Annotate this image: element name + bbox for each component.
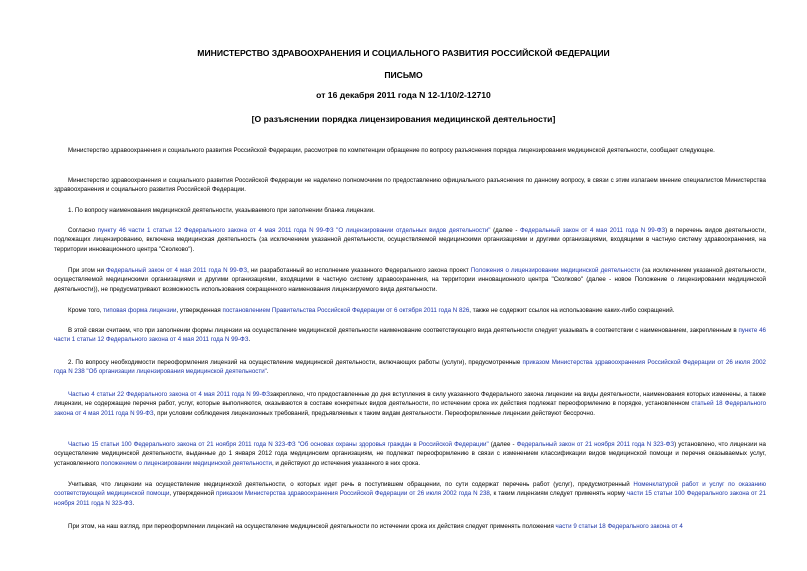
paragraph-8	[54, 358, 766, 377]
paragraph-text: При этом ни	[68, 267, 106, 274]
subject-heading: [О разъяснении порядка лицензирования медицинской деятельности]	[251, 114, 556, 124]
paragraph-2	[54, 176, 766, 195]
government-decree-link[interactable]: постановлением Правительства Российской Федерации от 6 октября 2011 года N 826	[222, 307, 470, 314]
paragraph-text: , и действуют до истечения указанного в них срока.	[271, 459, 421, 467]
paragraph-text: , ни разработанный во исполнение указанного Федерального закона проект	[247, 267, 471, 274]
paragraph-text: .	[266, 368, 269, 376]
ministry-order-link[interactable]: приказом Министерства здравоохранения Российской Федерации от 26 июля 2002 года N 238 "Об организации лицензирования медицинской деятельности"	[54, 359, 766, 376]
law-link[interactable]: части 9 статьи 18 Федерального закона от 4	[555, 523, 683, 530]
date-number-heading: от 16 декабря 2011 года N 12-1/10/2-12710	[316, 90, 491, 100]
law-link[interactable]: Федеральный закон от 4 мая 2011 года N 99-ФЗ	[520, 227, 666, 234]
paragraph-text: (далее -	[490, 227, 521, 234]
paragraph-text: ) в перечень видов деятельности, подлежащих лицензированию, включена медицинская деятельность (за исключением указанной деятельности, осуществляемой медицинскими организациями и другими организациями, входящими в частную систему здравоохранения, на территории инновационного центра "Сколково").	[54, 227, 767, 253]
paragraph-3	[54, 206, 766, 215]
paragraph-text: Кроме того,	[68, 307, 104, 314]
doc-type-heading: ПИСЬМО	[384, 70, 423, 80]
regulation-link[interactable]: положением о лицензировании медицинской деятельности	[100, 459, 272, 467]
paragraph-12	[54, 522, 766, 531]
paragraph-9	[54, 390, 766, 418]
paragraph-text: Учитывая, что лицензии на осуществление медицинской деятельности, о которых идет речь в поступившем обращении, по сути содержат перечень работ (услуг), предусмотренный	[68, 481, 634, 488]
law-link[interactable]: пункте 46 части 1 статьи 12 Федерального закона от 4 мая 2011 года N 99-ФЗ	[54, 327, 766, 344]
law-link[interactable]: пункту 46 части 1 статьи 12 Федерального закона от 4 мая 2011 года N 99-ФЗ "О лицензировании отдельных видов деятельности"	[97, 227, 491, 234]
license-form-link[interactable]: типовая форма лицензии	[103, 307, 177, 314]
paragraph-text: , при условии соблюдения лицензионных требований, предъявляемых к таким видам деятельности. Переоформленные лицензии действуют бессрочно.	[153, 409, 595, 417]
paragraph-text: ) установлено, что лицензии на осуществление медицинской деятельности, выданные до 1 января 2012 года медицинским организациям, не подлежат переоформлению в связи с изменением классификации видов медицинской помощи и перечня оказываемых услуг, установленного	[54, 441, 766, 467]
ministry-order-link[interactable]: приказом Министерства здравоохранения Российской Федерации от 26 июля 2002 года N 238	[215, 490, 490, 498]
paragraph-text: .	[132, 499, 135, 507]
paragraph-text: Министерство здравоохранения и социального развития Российской Федерации, рассмотрев по компетенции обращение по вопросу разъяснения порядка лицензирования медицинской деятельности, сообщает следующее.	[68, 147, 715, 154]
paragraph-7	[54, 326, 766, 345]
paragraph-1	[54, 146, 766, 155]
law-link[interactable]: Частью 15 статьи 100 Федерального закона от 21 ноября 2011 года N 323-ФЗ "Об основах охраны здоровья граждан в Российской Федерации"	[68, 441, 489, 448]
law-link[interactable]: части 15 статьи 100 Федерального закона от 21 ноября 2011 года N 323-ФЗ	[54, 490, 767, 507]
paragraph-text: Согласно	[68, 227, 98, 234]
paragraph-text: (далее -	[488, 441, 517, 448]
paragraph-text: 1. По вопросу наименования медицинской деятельности, указываемого при заполнении бланка лицензии.	[68, 207, 375, 214]
paragraph-text: закреплено, что предоставленные до дня вступления в силу указанного Федерального закона лицензии на виды деятельности, наименования которых изменены, а также лицензии, не содержащие перечня работ, услуг, которые выполняются, оказываются в составе конкретных видов деятельности, по истечении срока их действия подлежат переоформлению в порядке, установленном	[54, 391, 766, 408]
regulation-link[interactable]: Положения о лицензировании медицинской деятельности	[470, 267, 641, 274]
law-link[interactable]: статьей 18 Федерального закона от 4 мая 2011 года N 99-ФЗ	[54, 400, 767, 417]
paragraph-text: , утвержденной	[169, 490, 216, 498]
paragraph-10	[54, 440, 766, 468]
paragraph-text: В этой связи считаем, что при заполнении формы лицензии на осуществление медицинской деятельности наименование соответствующего вида деятельности следует указывать в соответствии с наименованием, закрепленным в	[68, 327, 739, 334]
paragraph-text: Министерство здравоохранения и социального развития Российской Федерации не наделено полномочием по предоставлению официального разъяснения по данному вопросу, в связи с этим излагаем мнение специалистов Министерства здравоохранения и социального развития Российской Федерации.	[54, 177, 766, 194]
law-link[interactable]: Федеральный закон от 21 ноября 2011 года N 323-ФЗ	[516, 441, 675, 448]
paragraph-text: (за исключением указанной деятельности, осуществляемой медицинскими организациями и другими организациями, входящими в частную систему здравоохранения, на территории инновационного центра "Сколково" (далее - новое Положение о лицензировании медицинской деятельности)), не предусматривают возможность использования сокращенного наименования лицензируемого вида деятельности.	[54, 267, 767, 293]
law-link[interactable]: Частью 4 статьи 22 Федерального закона от 4 мая 2011 года N 99-ФЗ	[68, 391, 270, 398]
nomenclature-link[interactable]: Номенклатурой работ и услуг по оказанию соответствующей медицинской помощи	[54, 481, 766, 498]
paragraph-text: При этом, на наш взгляд, при переоформлении лицензий на осуществление медицинской деятельности по истечении срока их действия следует применять положения	[68, 523, 556, 530]
paragraph-6	[54, 306, 766, 315]
paragraph-5	[54, 266, 766, 294]
paragraph-text: 2. По вопросу необходимости переоформления лицензий на осуществление медицинской деятельности, включающих работы (услуги), предусмотренные	[68, 359, 523, 366]
paragraph-text: , к таким лицензиям следует применять норму	[489, 490, 627, 498]
paragraph-text: , также не содержит ссылок на использование каких-либо сокращений.	[469, 307, 675, 314]
paragraph-11	[54, 480, 766, 508]
paragraph-4	[54, 226, 766, 254]
ministry-heading: МИНИСТЕРСТВО ЗДРАВООХРАНЕНИЯ И СОЦИАЛЬНОГО РАЗВИТИЯ РОССИЙСКОЙ ФЕДЕРАЦИИ	[197, 48, 610, 58]
paragraph-text: , утвержденная	[176, 307, 223, 314]
paragraph-text: .	[248, 336, 251, 344]
law-link[interactable]: Федеральный закон от 4 мая 2011 года N 99-ФЗ	[106, 267, 248, 274]
